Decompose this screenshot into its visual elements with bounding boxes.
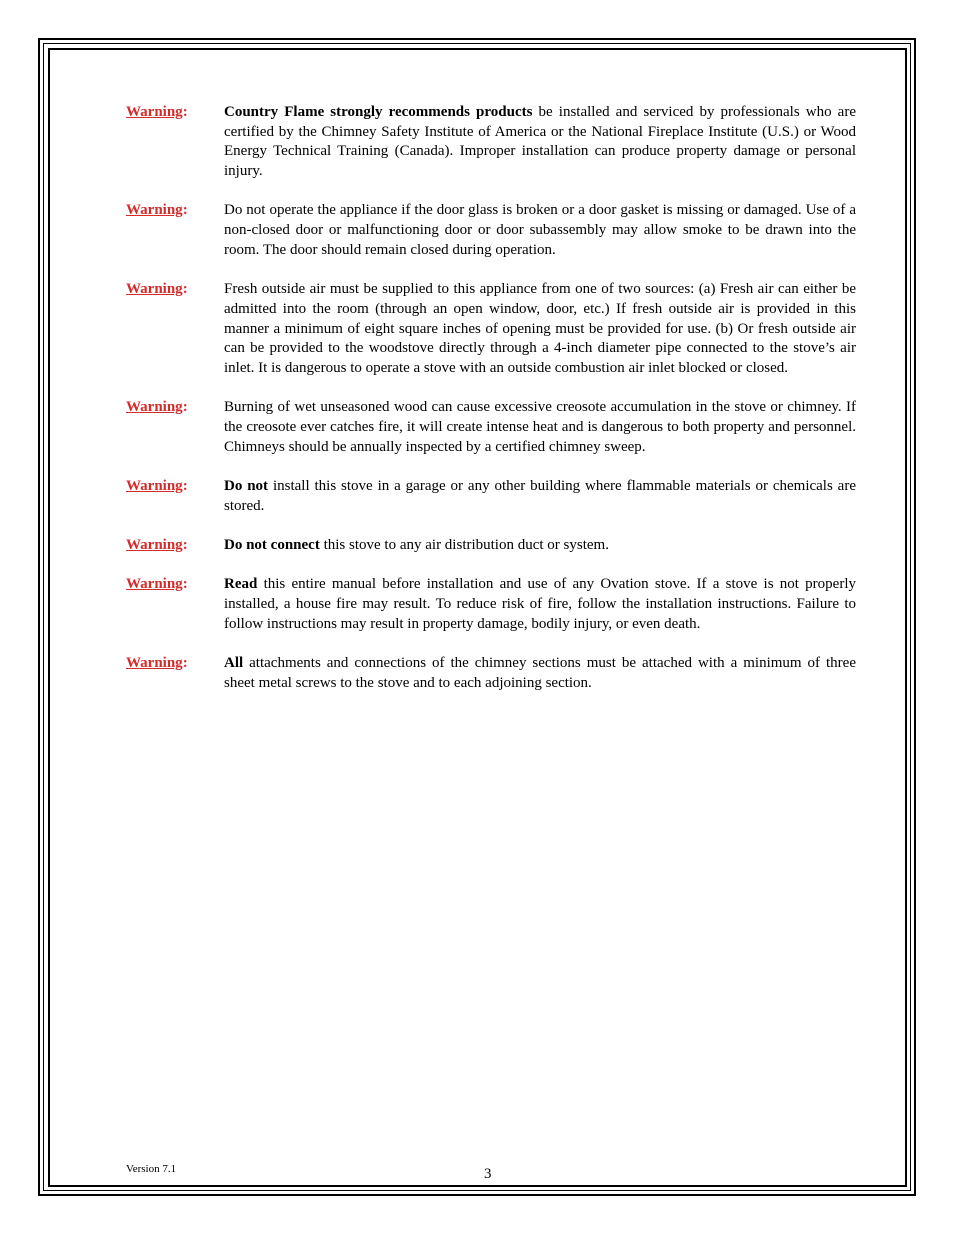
warning-label: Warning:	[126, 576, 188, 593]
warning-item	[126, 398, 856, 457]
warning-label: Warning:	[126, 477, 188, 494]
warning-label: Warning:	[126, 104, 188, 120]
warning-text: Read this entire manual before installation and use of any Ovation stove. If a stove is not properly installed, a house fire may result. To reduce risk of fire, follow the installation instructions. Failure to follow instructions may result in property damage, bodily injury, or even death.	[224, 576, 856, 632]
warning-item	[126, 654, 856, 693]
warning-label: Warning:	[126, 281, 188, 298]
warning-text: Do not install this stove in a garage or any other building where flammable materials or chemicals are stored.	[224, 477, 856, 514]
warning-text: Do not operate the appliance if the door glass is broken or a door gasket is missing or damaged. Use of a non-closed door or malfunctioning door or door subassembly may allow smoke to be drawn into the room. The door should remain closed during operation.	[224, 202, 856, 258]
warning-emphasis: Do not connect	[224, 536, 320, 553]
warning-item	[126, 536, 856, 556]
warning-label: Warning:	[126, 399, 188, 416]
warning-emphasis: Do not	[224, 477, 269, 494]
warning-text: Do not connect this stove to any air distribution duct or system.	[224, 536, 609, 553]
warning-emphasis: All	[224, 654, 244, 671]
warning-item	[126, 477, 856, 516]
warning-emphasis: Read	[224, 576, 258, 593]
version-label: Version 7.1	[126, 1163, 177, 1175]
warning-item	[126, 201, 856, 260]
warning-text: Fresh outside air must be supplied to this appliance from one of two sources: (a) Fresh air can either be admitted into the room (through an open window, door, etc.) If fresh outside air is provided in this manner a minimum of eight square inches of opening must be provided for use. (b) Or fresh outside air can be provided to the woodstove directly through a 4-inch diameter pipe connected to the stove’s air inlet. It is dangerous to operate a stove with an outside combustion air inlet blocked or closed.	[224, 281, 856, 376]
warning-label: Warning:	[126, 202, 188, 219]
warnings-list	[126, 103, 856, 713]
warning-item	[126, 575, 856, 634]
warning-emphasis: Country Flame strongly recommends products	[224, 104, 533, 120]
warning-label: Warning:	[126, 536, 188, 553]
warning-text: Burning of wet unseasoned wood can cause excessive creosote accumulation in the stove or chimney. If the creosote ever catches fire, it will create intense heat and is dangerous to both property and personnel. Chimneys should be annually inspected by a certified chimney sweep.	[224, 399, 856, 455]
warning-label: Warning:	[126, 654, 188, 671]
warning-text: All attachments and connections of the chimney sections must be attached with a minimum of three sheet metal screws to the stove and to each adjoining section.	[224, 654, 856, 691]
warning-item	[126, 103, 856, 182]
warning-item	[126, 280, 856, 379]
warning-text: Country Flame strongly recommends products be installed and serviced by professionals who are certified by the Chimney Safety Institute of America or the National Fireplace Institute (U.S.) or Wood Energy Technical Training (Canada). Improper installation can produce property damage or personal injury.	[224, 104, 856, 180]
page-number: 3	[484, 1166, 492, 1182]
